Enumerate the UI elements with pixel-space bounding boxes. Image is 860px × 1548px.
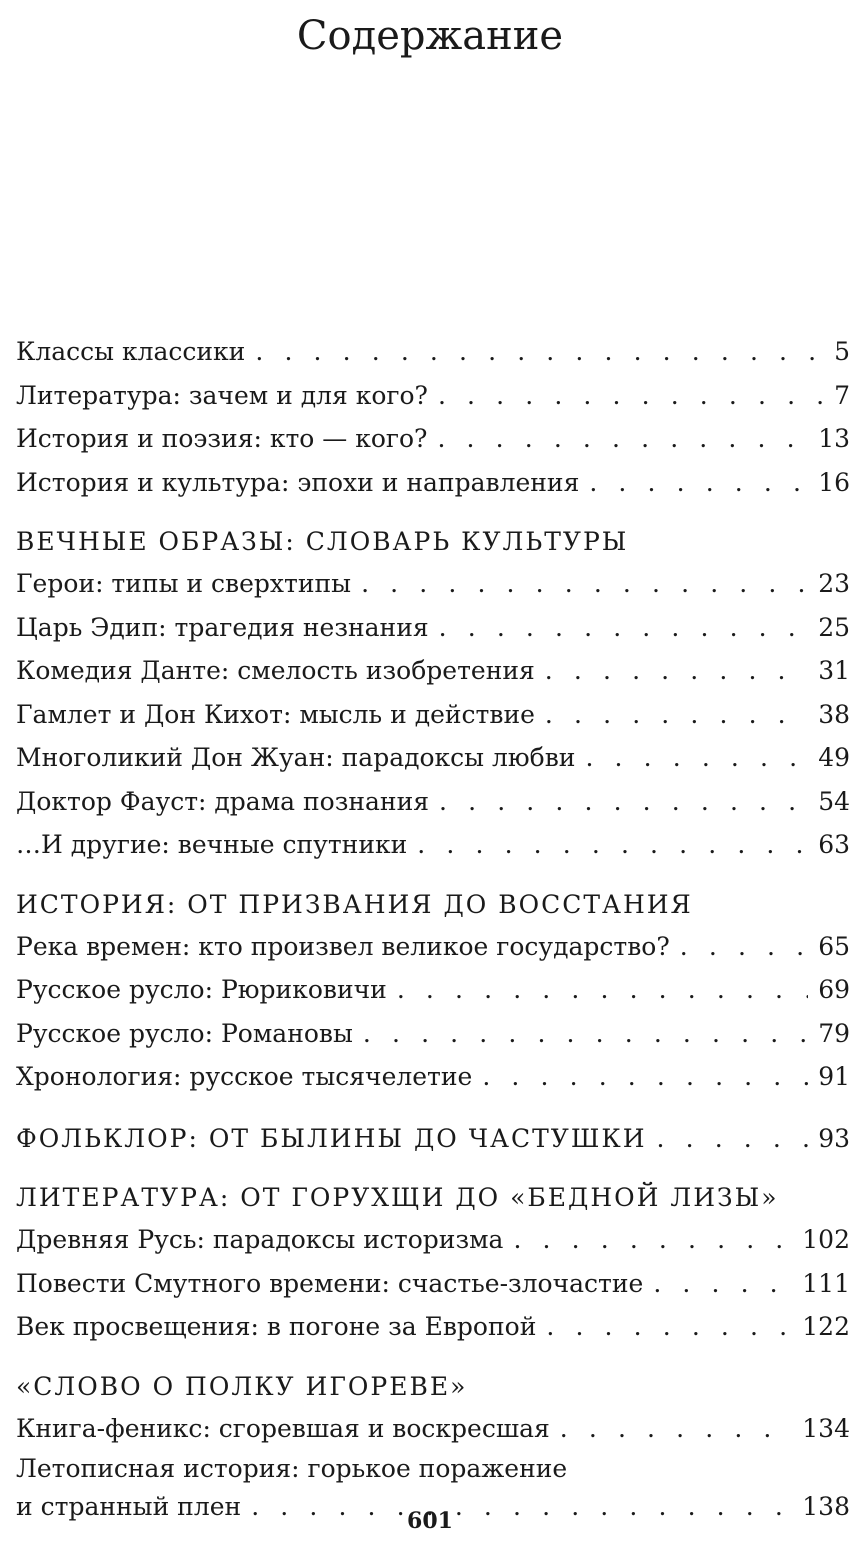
- toc-entry-page: 65: [818, 931, 850, 961]
- toc-entry-page: 25: [818, 612, 850, 642]
- toc-entry-title: Век просвещения: в погоне за Европой: [16, 1312, 537, 1341]
- toc-entry[interactable]: [16, 1055, 850, 1099]
- leader-dots: [545, 649, 808, 693]
- toc-entry-page: 54: [818, 786, 850, 816]
- toc-entry-title: Гамлет и Дон Кихот: мысль и действие: [16, 699, 535, 729]
- toc-entry-title: Хронология: русское тысячелетие: [16, 1062, 473, 1091]
- toc-entry[interactable]: [16, 417, 850, 461]
- toc-entry-title: История и поэзия: кто — кого?: [16, 424, 428, 453]
- toc-entry-page: 93: [818, 1123, 850, 1153]
- toc-entry-page: 63: [818, 830, 850, 859]
- toc-entry-page: 38: [818, 699, 850, 729]
- leader-dots: [513, 1218, 792, 1262]
- leader-dots: [363, 1012, 808, 1056]
- page-number: 601: [407, 1508, 453, 1534]
- toc-entry[interactable]: [16, 1407, 850, 1451]
- leader-dots: [545, 693, 808, 737]
- toc-entry[interactable]: [16, 693, 850, 737]
- toc-entry-title: Русское русло: Романовы: [16, 1018, 353, 1048]
- leader-dots: [397, 968, 808, 1012]
- leader-dots: [438, 374, 824, 418]
- toc-entry-page: 91: [818, 1062, 850, 1091]
- toc-entry-title: Повести Смутного времени: счастье-злочастие: [16, 1268, 644, 1298]
- toc-entry[interactable]: [16, 374, 850, 418]
- toc-entry[interactable]: [16, 330, 850, 374]
- toc-entry[interactable]: [16, 968, 850, 1012]
- leader-dots: [361, 562, 808, 606]
- toc-entry-page: 79: [818, 1018, 850, 1048]
- toc-entry[interactable]: [16, 1305, 850, 1349]
- table-of-contents: [16, 330, 850, 1526]
- toc-entry[interactable]: [16, 736, 850, 780]
- toc-entry[interactable]: [16, 780, 850, 824]
- leader-dots: [439, 606, 809, 650]
- toc-entry[interactable]: [16, 461, 850, 505]
- leader-dots: [589, 461, 808, 505]
- toc-entry[interactable]: [16, 1218, 850, 1262]
- leader-dots: [255, 330, 824, 374]
- leader-dots: [680, 925, 808, 969]
- toc-entry-page: 5: [834, 337, 850, 366]
- toc-entry-title: …И другие: вечные спутники: [16, 830, 408, 859]
- leader-dots: [437, 417, 808, 461]
- toc-entry-page: 49: [818, 743, 850, 772]
- toc-entry[interactable]: [16, 562, 850, 606]
- toc-entry-title-line1[interactable]: Летописная история: горькое поражение: [16, 1454, 568, 1483]
- toc-entry-title: Река времен: кто произвел великое государство?: [16, 931, 670, 961]
- toc-entry-title: Русское русло: Рюриковичи: [16, 975, 387, 1004]
- toc-entry-page: 31: [818, 656, 850, 685]
- toc-entry[interactable]: [16, 1012, 850, 1056]
- toc-entry-title: Литература: зачем и для кого?: [16, 380, 428, 410]
- leader-dots: [439, 780, 808, 824]
- leader-dots: [546, 1305, 792, 1349]
- toc-entry-page: 134: [802, 1413, 850, 1443]
- toc-entry-title: Древняя Русь: парадоксы историзма: [16, 1225, 504, 1254]
- section-heading: ВЕЧНЫЕ ОБРАЗЫ: СЛОВАРЬ КУЛЬТУРЫ: [16, 527, 629, 556]
- toc-entry-title: Классы классики: [16, 337, 246, 366]
- toc-entry-title: ФОЛЬКЛОР: ОТ БЫЛИНЫ ДО ЧАСТУШКИ: [16, 1123, 647, 1153]
- toc-entry[interactable]: [16, 606, 850, 650]
- toc-entry-title: Книга-феникс: сгоревшая и воскресшая: [16, 1413, 550, 1443]
- toc-entry-page: 102: [802, 1225, 850, 1254]
- section-heading: ЛИТЕРАТУРА: ОТ ГОРУХЩИ ДО «БЕДНОЙ ЛИЗЫ»: [16, 1183, 779, 1212]
- toc-entry-title: История и культура: эпохи и направления: [16, 467, 580, 497]
- leader-dots: [482, 1055, 808, 1099]
- section-heading: ИСТОРИЯ: ОТ ПРИЗВАНИЯ ДО ВОССТАНИЯ: [16, 889, 693, 919]
- leader-dots: [657, 1117, 809, 1161]
- toc-entry-title: Герои: типы и сверхтипы: [16, 569, 352, 598]
- toc-entry-page: 138: [802, 1492, 850, 1521]
- section-heading: «СЛОВО О ПОЛКУ ИГОРЕВЕ»: [16, 1371, 468, 1401]
- toc-entry-page: 23: [818, 569, 850, 598]
- toc-entry-page: 111: [802, 1268, 850, 1298]
- toc-entry[interactable]: [16, 649, 850, 693]
- toc-entry-page: 69: [818, 975, 850, 1004]
- leader-dots: [560, 1407, 793, 1451]
- toc-entry-title: Комедия Данте: смелость изобретения: [16, 656, 535, 685]
- page-title: Содержание: [296, 13, 564, 59]
- toc-entry-title: Царь Эдип: трагедия незнания: [16, 612, 429, 642]
- toc-entry[interactable]: [16, 1262, 850, 1306]
- toc-entry-page: 122: [802, 1312, 850, 1341]
- leader-dots: [417, 823, 808, 867]
- leader-dots: [653, 1262, 792, 1306]
- toc-entry-page: 13: [818, 424, 850, 453]
- toc-entry[interactable]: [16, 925, 850, 969]
- toc-entry-title: Доктор Фауст: драма познания: [16, 786, 430, 816]
- toc-entry[interactable]: [16, 823, 850, 867]
- toc-entry-title: Многоликий Дон Жуан: парадоксы любви: [16, 743, 576, 772]
- toc-entry-title-line2: и странный плен: [16, 1492, 242, 1521]
- toc-entry-page: 7: [834, 380, 850, 410]
- leader-dots: [585, 736, 808, 780]
- toc-section-entry[interactable]: [16, 1117, 850, 1161]
- toc-entry-page: 16: [818, 467, 850, 497]
